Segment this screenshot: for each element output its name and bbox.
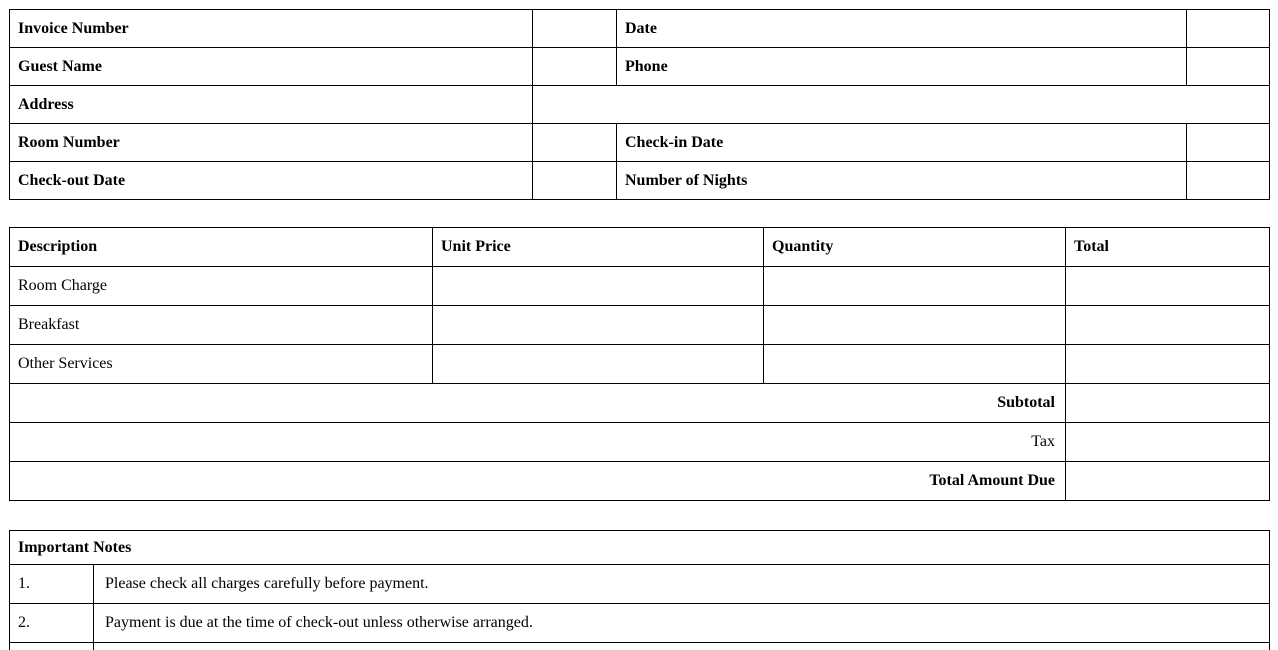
item-description-breakfast: Breakfast [10, 306, 433, 345]
table-row [10, 306, 1270, 345]
item-total [1066, 267, 1270, 306]
table-row [10, 604, 1270, 643]
field-value-invoice-number [533, 10, 617, 48]
table-row [10, 345, 1270, 384]
field-label-date: Date [617, 10, 1187, 48]
table-row [10, 423, 1270, 462]
field-value-phone [1187, 48, 1270, 86]
table-row [10, 565, 1270, 604]
table-header-row [10, 228, 1270, 267]
table-row [10, 86, 1270, 124]
field-label-room-number: Room Number [10, 124, 533, 162]
field-value-date [1187, 10, 1270, 48]
tax-label: Tax [10, 423, 1066, 462]
item-total [1066, 306, 1270, 345]
field-value-number-of-nights [1187, 162, 1270, 200]
item-quantity [764, 267, 1066, 306]
guest-info-table [9, 9, 1270, 200]
item-unit-price [433, 306, 764, 345]
field-value-guest-name [533, 48, 617, 86]
subtotal-value [1066, 384, 1270, 423]
total-amount-due-label: Total Amount Due [10, 462, 1066, 501]
field-value-check-out-date [533, 162, 617, 200]
note-number [10, 643, 94, 650]
important-notes-table [9, 530, 1270, 650]
table-row [10, 462, 1270, 501]
column-header-quantity: Quantity [764, 228, 1066, 267]
table-row-partial [10, 643, 1270, 650]
field-value-check-in-date [1187, 124, 1270, 162]
note-text: Please check all charges carefully before payment. [94, 565, 1270, 604]
table-header-row [10, 531, 1270, 565]
table-row [10, 384, 1270, 423]
item-unit-price [433, 267, 764, 306]
table-row [10, 48, 1270, 86]
item-unit-price [433, 345, 764, 384]
charges-table [9, 227, 1270, 501]
note-number: 2. [10, 604, 94, 643]
tax-value [1066, 423, 1270, 462]
field-label-number-of-nights: Number of Nights [617, 162, 1187, 200]
table-row [10, 10, 1270, 48]
item-quantity [764, 306, 1066, 345]
field-label-guest-name: Guest Name [10, 48, 533, 86]
item-description-room-charge: Room Charge [10, 267, 433, 306]
total-amount-due-value [1066, 462, 1270, 501]
item-total [1066, 345, 1270, 384]
item-quantity [764, 345, 1066, 384]
table-row [10, 162, 1270, 200]
field-label-check-out-date: Check-out Date [10, 162, 533, 200]
field-label-invoice-number: Invoice Number [10, 10, 533, 48]
table-row [10, 267, 1270, 306]
field-label-check-in-date: Check-in Date [617, 124, 1187, 162]
subtotal-label: Subtotal [10, 384, 1066, 423]
field-value-room-number [533, 124, 617, 162]
field-label-address: Address [10, 86, 533, 124]
column-header-unit-price: Unit Price [433, 228, 764, 267]
note-text: Payment is due at the time of check-out unless otherwise arranged. [94, 604, 1270, 643]
note-text [94, 643, 1270, 650]
column-header-total: Total [1066, 228, 1270, 267]
field-value-address [533, 86, 1270, 124]
column-header-description: Description [10, 228, 433, 267]
table-row [10, 124, 1270, 162]
item-description-other-services: Other Services [10, 345, 433, 384]
note-number: 1. [10, 565, 94, 604]
field-label-phone: Phone [617, 48, 1187, 86]
notes-title: Important Notes [10, 531, 1270, 565]
